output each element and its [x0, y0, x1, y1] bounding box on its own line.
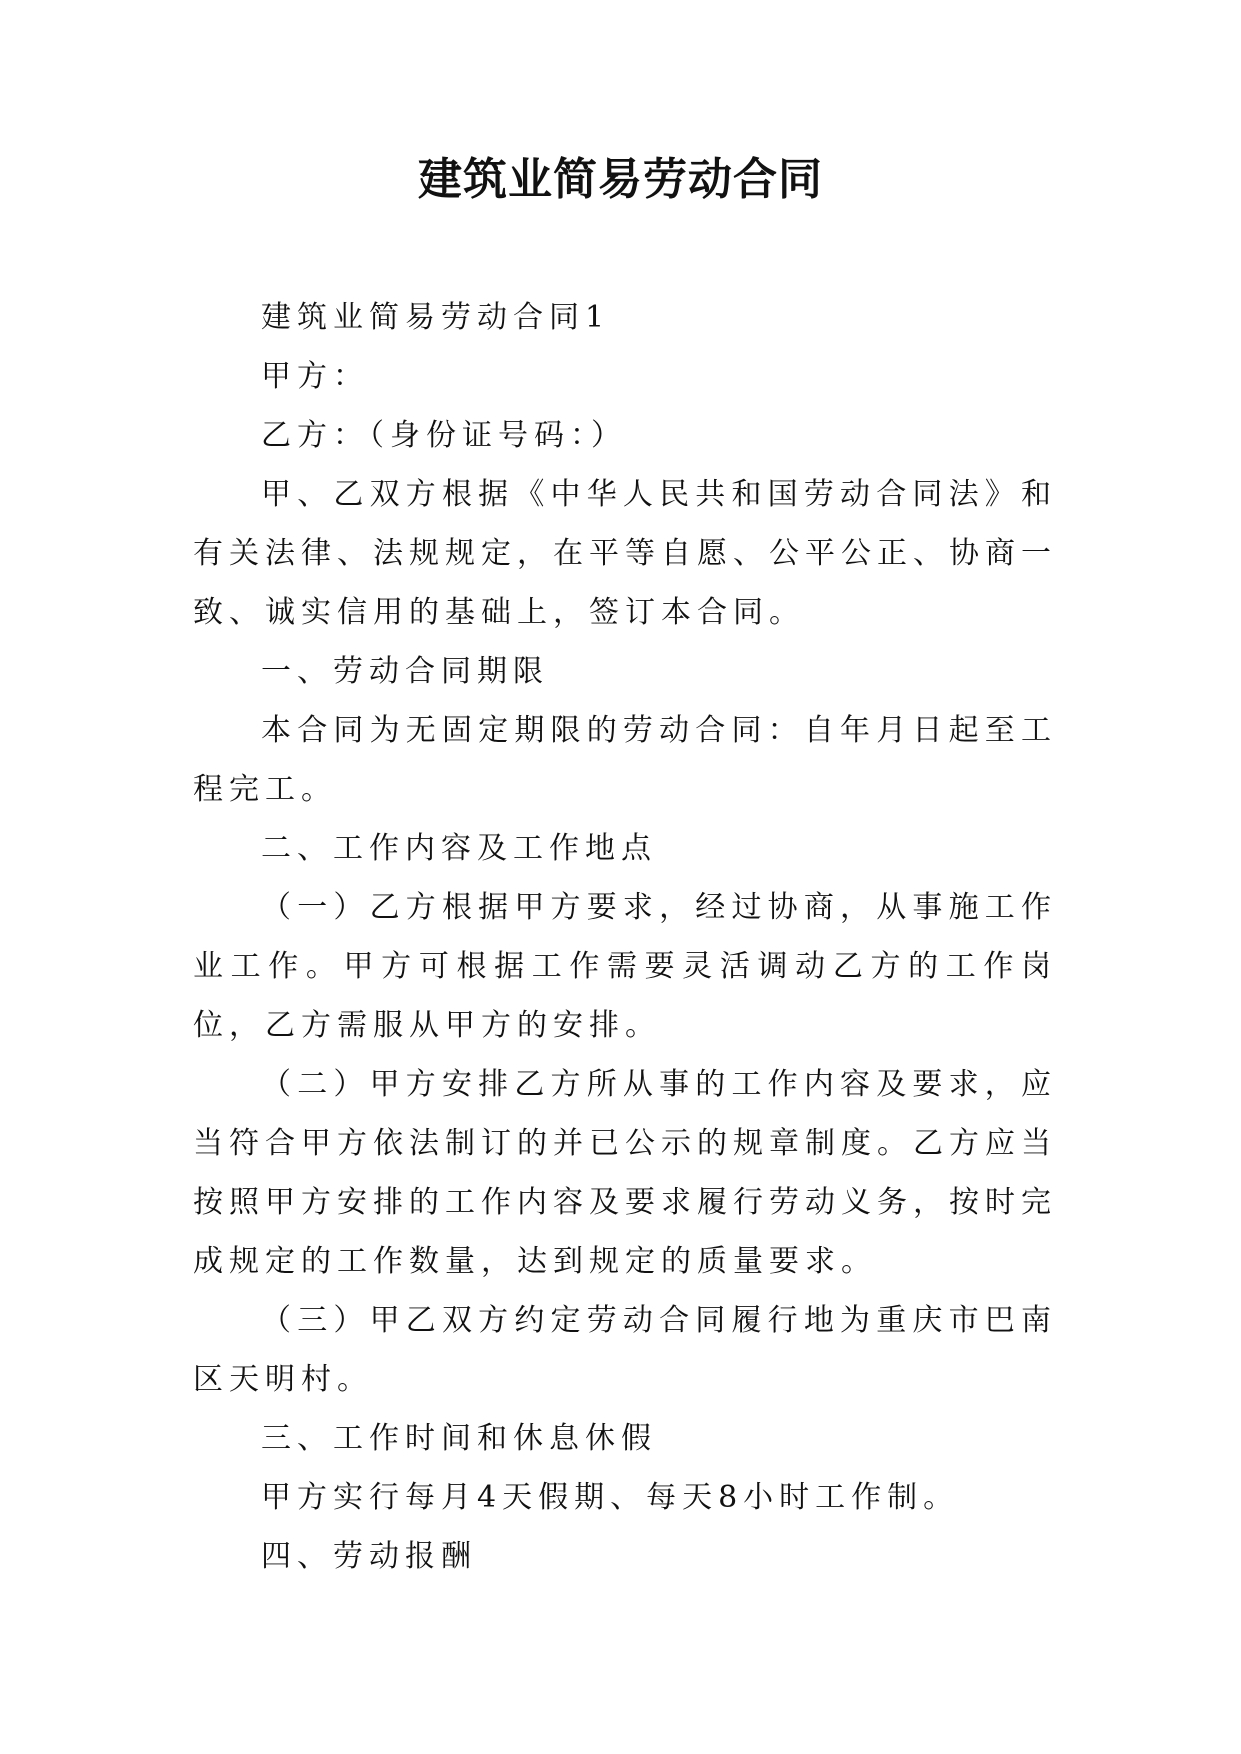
term-paragraph: 本合同为无固定期限的劳动合同：自年月日起至工程完工。	[193, 713, 1057, 807]
work-clause-1: （一）乙方根据甲方要求，经过协商，从事施工作业工作。甲方可根据工作需要灵活调动乙方的工作岗位，乙方需服从甲方的安排。	[193, 890, 1057, 1043]
section-heading-pay: 四、劳动报酬	[261, 1539, 477, 1574]
section-heading-hours: 三、工作时间和休息休假	[261, 1421, 657, 1456]
document-title: 建筑业简易劳动合同	[418, 154, 823, 205]
section-heading-work: 二、工作内容及工作地点	[261, 831, 657, 866]
work-clause-3: （三）甲乙双方约定劳动合同履行地为重庆市巴南区天明村。	[193, 1303, 1057, 1397]
hours-paragraph: 甲方实行每月4天假期、每天8小时工作制。	[261, 1480, 960, 1515]
document-body	[193, 288, 1057, 1586]
contract-heading: 建筑业简易劳动合同1	[261, 300, 611, 335]
section-heading-term: 一、劳动合同期限	[261, 654, 549, 689]
preamble-paragraph: 甲、乙双方根据《中华人民共和国劳动合同法》和有关法律、法规规定，在平等自愿、公平公正、协商一致、诚实信用的基础上，签订本合同。	[193, 477, 1057, 630]
work-clause-2: （二）甲方安排乙方所从事的工作内容及要求，应当符合甲方依法制订的并已公示的规章制度。乙方应当按照甲方安排的工作内容及要求履行劳动义务，按时完成规定的工作数量，达到规定的质量要求。	[193, 1067, 1057, 1279]
party-a-line: 甲方：	[261, 359, 369, 394]
party-b-line: 乙方：（身份证号码：）	[261, 418, 627, 453]
